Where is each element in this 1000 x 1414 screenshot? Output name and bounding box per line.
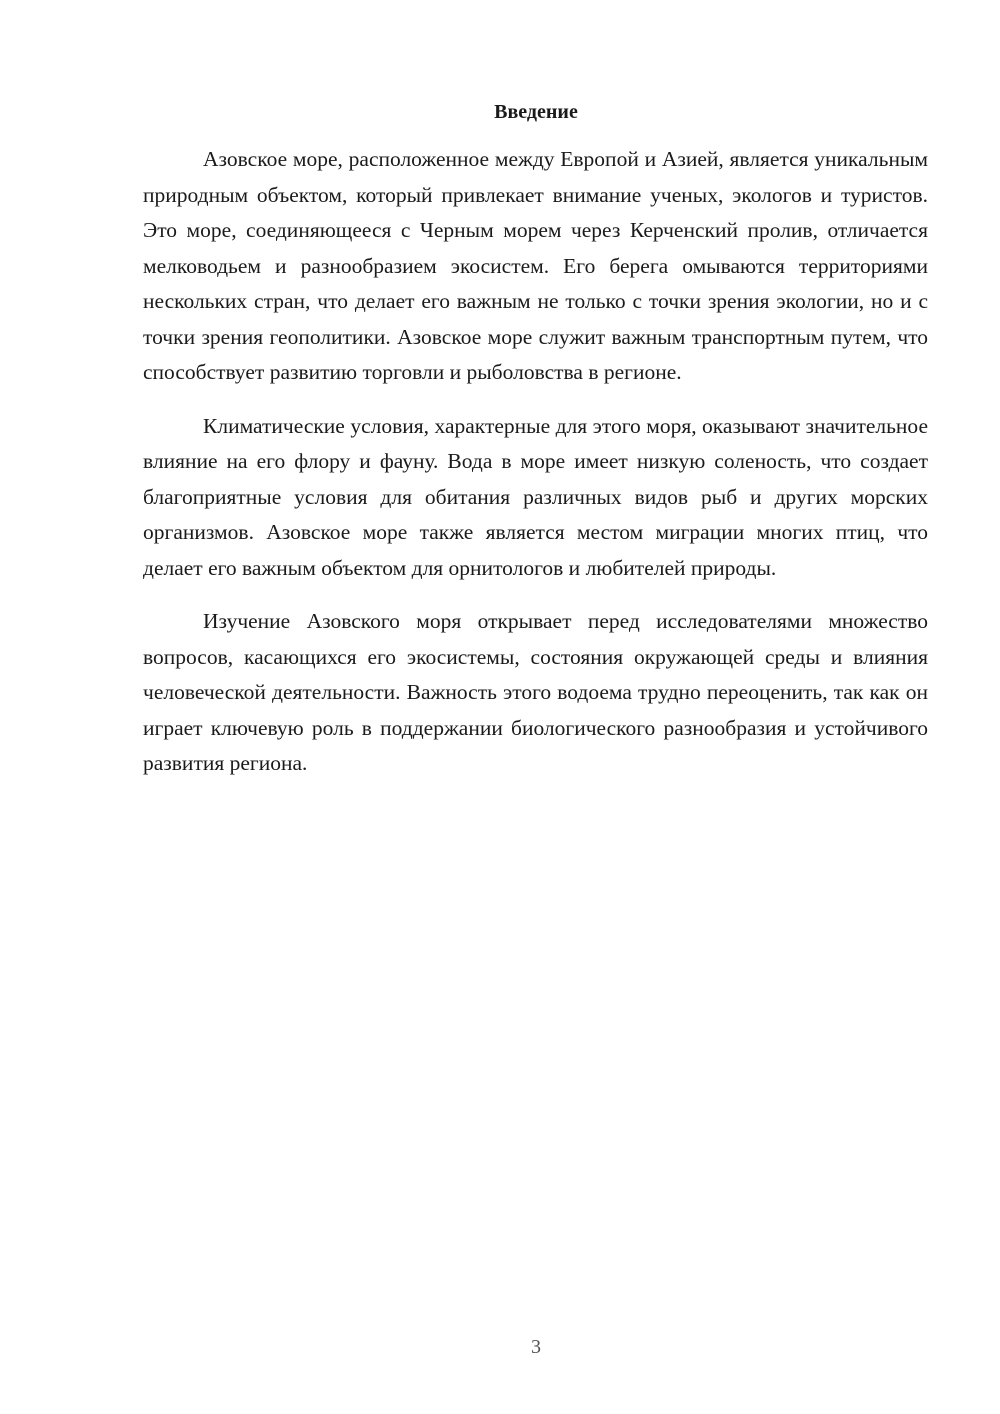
page-number: 3 [531, 1336, 541, 1358]
section-heading: Введение [494, 101, 578, 123]
paragraph-3: Изучение Азовского моря открывает перед исследователями множество вопросов, касающихся его экосистемы, состояния окружающей среды и влияния человеческой деятельности. Важность этого водоема трудно переоценить, так как он играет ключевую роль в поддержании биологического разнообразия и устойчивого развития региона. [143, 609, 928, 775]
paragraph-1: Азовское море, расположенное между Европой и Азией, является уникальным природным объектом, который привлекает внимание ученых, экологов и туристов. Это море, соединяющееся с Черным морем через Керченский пролив, отличается мелководьем и разнообразием экосистем. Его берега омываются территориями нескольких стран, что делает его важным не только с точки зрения экологии, но и с точки зрения геополитики. Азовское море служит важным транспортным путем, что способствует развитию торговли и рыболовства в регионе. [143, 147, 928, 384]
body-text [143, 142, 928, 800]
paragraph-2: Климатические условия, характерные для этого моря, оказывают значительное влияние на его флору и фауну. Вода в море имеет низкую соленость, что создает благоприятные условия для обитания различных видов рыб и других морских организмов. Азовское море также является местом миграции многих птиц, что делает его важным объектом для орнитологов и любителей природы. [143, 413, 928, 580]
